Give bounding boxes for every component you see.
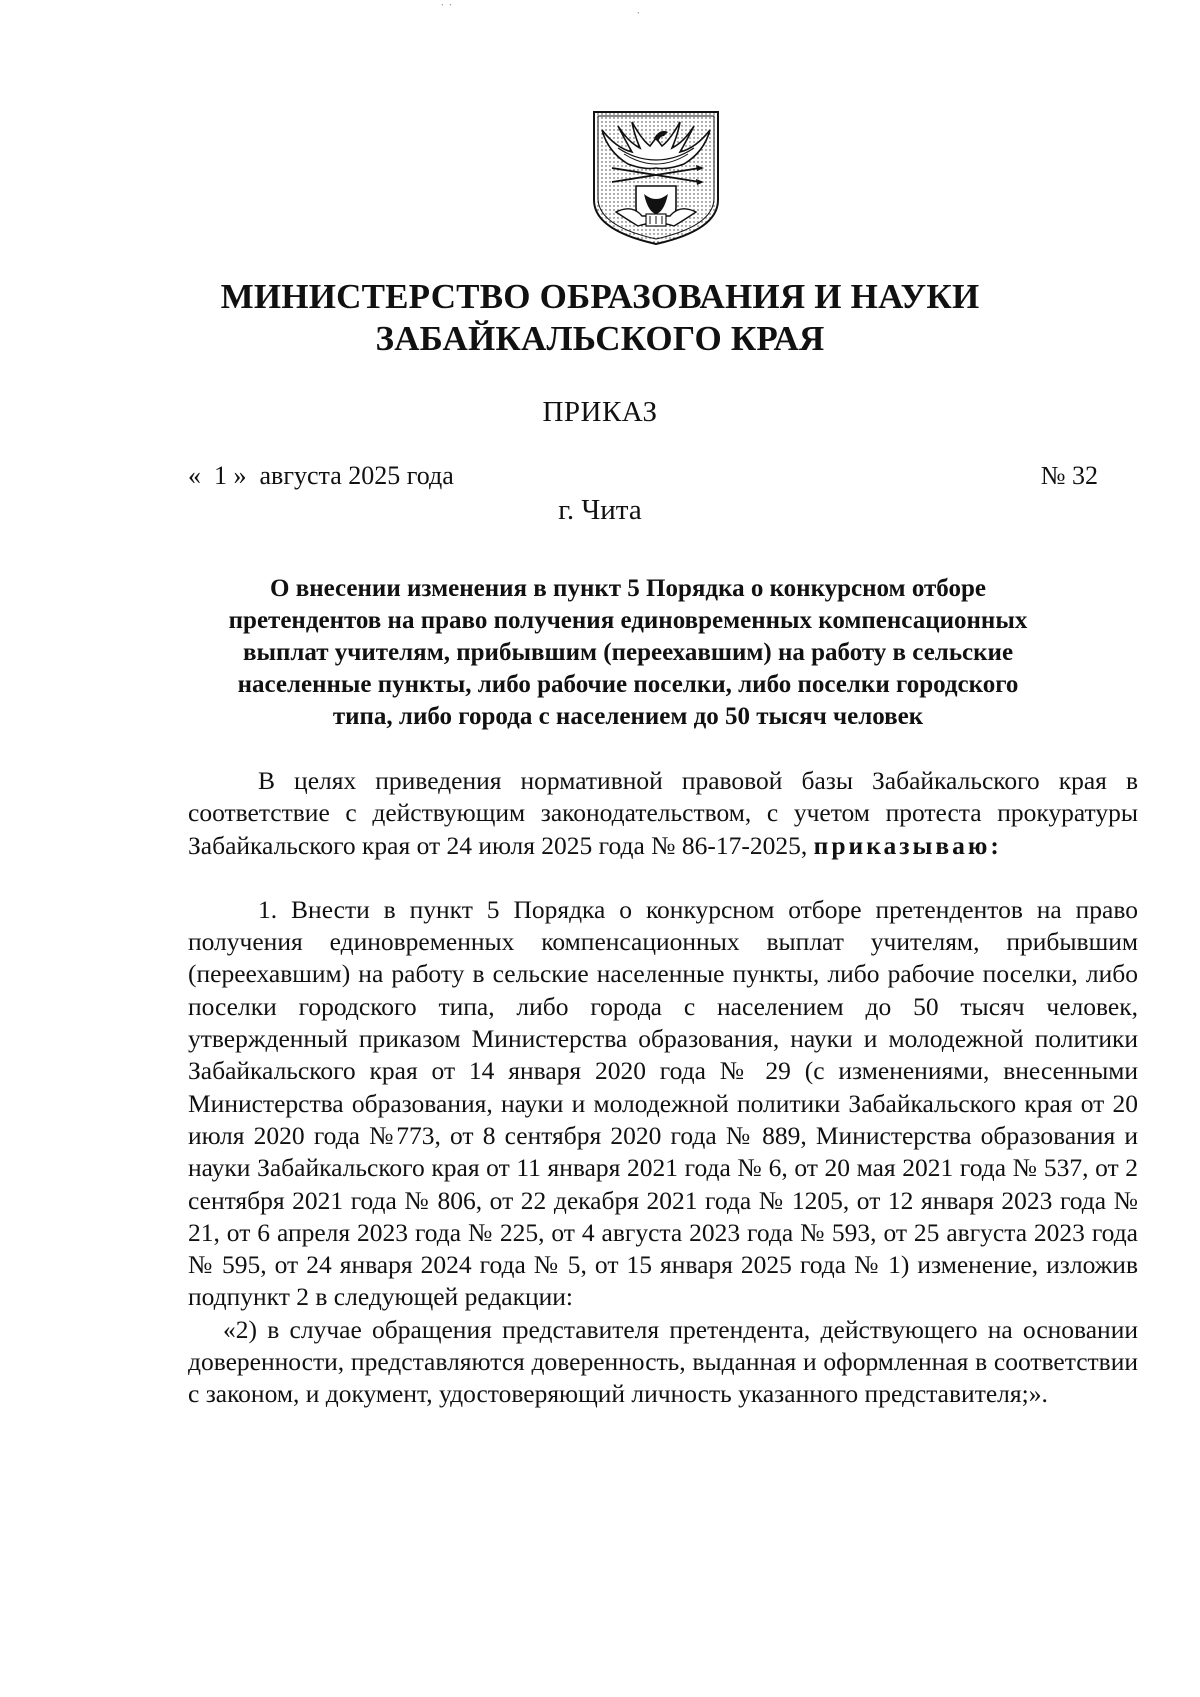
item-1-paragraph: 1. Внести в пункт 5 Порядка о конкурсном отборе претендентов на право получения единовременных компенсационных выплат учителям, прибывшим (переехавшим) на работу в сельские населенные пункты, либо рабочие поселки, либо поселки городского типа, либо города с населением до 50 тысяч человек, утвержденный приказом Министерства образования, науки и молодежной политики Забайкальского края от 14 января 2020 года № 29 (с изменениями, внесенными Министерства образования, науки и молодежной политики Забайкальского края от 20 июля 2020 года №773, от 8 сентября 2020 года № 889, Министерства образования и науки Забайкальского края от 11 января 2021 года № 6, от 20 мая 2021 года № 537, от 2 сентября 2021 года № 806, от 22 декабря 2021 года № 1205, от 12 января 2023 года № 21, от 6 апреля 2023 года № 225, от 4 августа 2023 года № 593, от 25 августа 2023 года № 595, от 24 января 2024 года № 5, от 15 января 2025 года № 1) изменение, изложив подпункт 2 в следующей редакции: — [188, 894, 1138, 1312]
scan-artifact: ˙ ˙ — [440, 2, 453, 17]
document-date: « 1 » августа 2025 года — [188, 461, 454, 490]
document-title — [190, 573, 1066, 733]
title-line: типа, либо города с населением до 50 тысяч человек — [332, 703, 924, 730]
ministry-name — [170, 276, 1030, 360]
ministry-name-line: ЗАБАЙКАЛЬСКОГО КРАЯ — [375, 319, 825, 358]
document-type: ПРИКАЗ — [542, 396, 658, 428]
title-line: О внесении изменения в пункт 5 Порядка о конкурсном отборе — [270, 575, 986, 602]
paragraph-gap — [188, 862, 1138, 894]
title-line: претендентов на право получения единовременных компенсационных — [228, 607, 1028, 634]
scan-artifact: ˙ — [636, 10, 641, 25]
title-line: населенные пункты, либо рабочие поселки, либо поселки городского — [237, 671, 1019, 698]
document-body — [188, 765, 1138, 1411]
ministry-name-line: МИНИСТЕРСТВО ОБРАЗОВАНИЯ И НАУКИ — [220, 277, 980, 316]
coat-of-arms-emblem — [588, 108, 724, 248]
quoted-subitem-paragraph: «2) в случае обращения представителя претендента, действующего на основании доверенности, представляются доверенность, выданная и оформленная в соответствии с законом, и документ, удостоверяющий личность указанного представителя;». — [188, 1314, 1138, 1409]
document-city: г. Чита — [558, 494, 642, 526]
title-line: выплат учителям, прибывшим (переехавшим) на работу в сельские — [242, 639, 1014, 666]
order-word: приказываю: — [813, 830, 1002, 860]
document-number: № 32 — [1040, 461, 1098, 490]
preamble-text: В целях приведения нормативной правовой базы Забайкальского края в соответствие с действующим законодательством, с учетом протеста прокуратуры Забайкальского края от 24 июля 2025 года № 86-17-2025, — [188, 766, 1138, 860]
preamble-paragraph — [188, 765, 1138, 862]
